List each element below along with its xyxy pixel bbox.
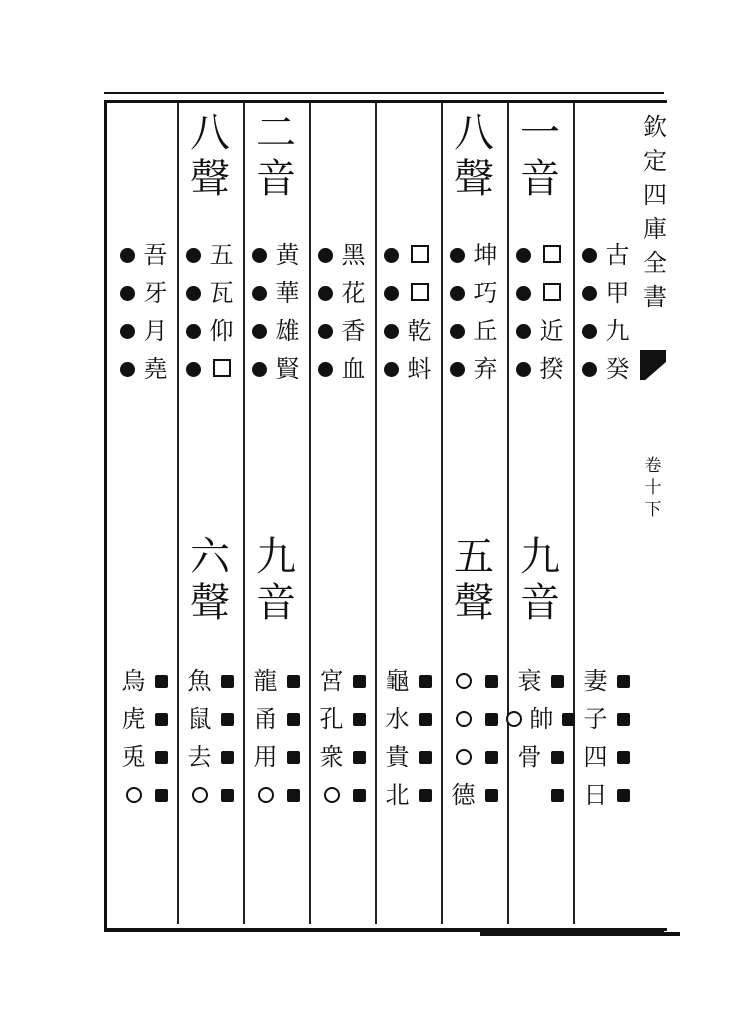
top-rule (104, 92, 664, 94)
lower-cells (376, 662, 440, 814)
filled-square-icon (221, 789, 234, 802)
table-cell (244, 776, 308, 814)
upper-cells (376, 236, 440, 388)
table-cell (442, 236, 506, 274)
title-char: 四 (643, 181, 667, 209)
empty-circle-icon (456, 711, 472, 727)
table-cell (310, 700, 374, 738)
glyph (539, 280, 565, 306)
filled-square-icon (485, 713, 498, 726)
upper-cells (244, 236, 308, 388)
filled-dot-icon (582, 248, 597, 263)
glyph: 黑 (341, 241, 366, 269)
table-cell (178, 312, 242, 350)
heading-char: 聲 (454, 580, 494, 626)
filled-square-icon (155, 789, 168, 802)
upper-cells (178, 236, 242, 388)
table-cell (574, 274, 638, 312)
glyph: 甲 (605, 279, 630, 307)
filled-square-icon (353, 675, 366, 688)
filled-dot-icon (450, 248, 465, 263)
glyph (451, 668, 477, 694)
filled-square-icon (419, 789, 432, 802)
glyph: 用 (253, 743, 278, 771)
table-column (376, 102, 440, 924)
filled-dot-icon (252, 324, 267, 339)
table-cell (376, 776, 440, 814)
glyph: 子 (583, 705, 608, 733)
glyph (187, 782, 213, 808)
filled-dot-icon (384, 248, 399, 263)
table-cell (574, 738, 638, 776)
table-column (112, 102, 176, 924)
filled-dot-icon (516, 286, 531, 301)
glyph: 月 (143, 317, 168, 345)
missing-char-box-icon (543, 283, 561, 301)
filled-square-icon (221, 675, 234, 688)
filled-dot-icon (120, 248, 135, 263)
heading-char: 九 (256, 534, 296, 580)
heading-char: 八 (190, 110, 230, 156)
filled-dot-icon (384, 324, 399, 339)
glyph: 水 (385, 705, 410, 733)
table-cell (310, 312, 374, 350)
glyph: 近 (539, 317, 564, 345)
glyph: 去 (187, 743, 212, 771)
filled-dot-icon (318, 324, 333, 339)
table-cell (112, 776, 176, 814)
filled-dot-icon (516, 324, 531, 339)
table-cell (508, 350, 572, 388)
filled-square-icon (287, 789, 300, 802)
glyph: 德 (451, 781, 476, 809)
empty-circle-icon (324, 787, 340, 803)
table-cell (310, 350, 374, 388)
filled-square-icon (221, 713, 234, 726)
table-cell (574, 662, 638, 700)
glyph: 衆 (319, 743, 344, 771)
glyph: 瓦 (209, 279, 234, 307)
filled-dot-icon (516, 362, 531, 377)
glyph: 堯 (143, 355, 168, 383)
heading-char: 九 (520, 534, 560, 580)
filled-square-icon (485, 751, 498, 764)
filled-square-icon (419, 713, 432, 726)
empty-circle-icon (456, 749, 472, 765)
filled-dot-icon (252, 362, 267, 377)
glyph (407, 242, 433, 268)
table-cell (442, 662, 506, 700)
volume-char: 十 (644, 478, 662, 498)
table-cell (310, 274, 374, 312)
glyph: 坤 (473, 241, 498, 269)
table-cell (442, 738, 506, 776)
glyph: 丘 (473, 317, 498, 345)
lower-cells (508, 662, 572, 814)
glyph: 貴 (385, 743, 410, 771)
filled-square-icon (221, 751, 234, 764)
table-cell (310, 738, 374, 776)
glyph: 香 (341, 317, 366, 345)
table-cell (112, 662, 176, 700)
glyph: 九 (605, 317, 630, 345)
filled-dot-icon (450, 362, 465, 377)
table-cell (508, 312, 572, 350)
table-cell (178, 700, 242, 738)
glyph: 甬 (253, 705, 278, 733)
lower-cells (442, 662, 506, 814)
glyph: 鼠 (187, 705, 212, 733)
column-heading (442, 110, 506, 202)
heading-char: 聲 (454, 156, 494, 202)
glyph (253, 782, 279, 808)
filled-square-icon (562, 713, 575, 726)
table-cell (508, 700, 572, 738)
filled-square-icon (617, 713, 630, 726)
glyph: 乾 (407, 317, 432, 345)
glyph (451, 744, 477, 770)
table-cell (112, 312, 176, 350)
filled-dot-icon (120, 324, 135, 339)
table-cell (310, 662, 374, 700)
table-cell (310, 236, 374, 274)
empty-circle-icon (258, 787, 274, 803)
table-cell (574, 350, 638, 388)
table-cell (376, 700, 440, 738)
table-cell (244, 738, 308, 776)
filled-square-icon (617, 751, 630, 764)
table-cell (508, 738, 572, 776)
heading-char: 音 (256, 580, 296, 626)
table-column (508, 102, 572, 924)
filled-square-icon (551, 675, 564, 688)
filled-dot-icon (186, 248, 201, 263)
upper-cells (508, 236, 572, 388)
filled-dot-icon (450, 324, 465, 339)
filled-dot-icon (318, 286, 333, 301)
filled-square-icon (419, 675, 432, 688)
table-cell (508, 236, 572, 274)
glyph (407, 280, 433, 306)
glyph: 宮 (319, 667, 344, 695)
table-cell (112, 350, 176, 388)
table-column (574, 102, 638, 924)
glyph: 五 (209, 241, 234, 269)
table-cell (376, 274, 440, 312)
filled-dot-icon (318, 362, 333, 377)
filled-dot-icon (582, 362, 597, 377)
table-cell (244, 662, 308, 700)
glyph (451, 706, 477, 732)
empty-circle-icon (126, 787, 142, 803)
missing-char-box-icon (213, 359, 231, 377)
glyph: 帥 (529, 705, 554, 733)
column-heading (178, 110, 242, 202)
glyph: 巧 (473, 279, 498, 307)
table-cell (376, 312, 440, 350)
empty-circle-icon (506, 711, 522, 727)
glyph: 孔 (319, 705, 344, 733)
table-cell (508, 662, 572, 700)
glyph: 揆 (539, 355, 564, 383)
title-char: 庫 (643, 215, 667, 243)
glyph: 雄 (275, 317, 300, 345)
filled-dot-icon (252, 248, 267, 263)
filled-square-icon (419, 751, 432, 764)
table-cell (178, 350, 242, 388)
margin-book-title (640, 110, 670, 314)
glyph: 龍 (253, 667, 278, 695)
table-column (244, 102, 308, 924)
lower-cells (244, 662, 308, 814)
table-cell (244, 350, 308, 388)
heading-char: 六 (190, 534, 230, 580)
table-cell (244, 274, 308, 312)
glyph: 虎 (121, 705, 146, 733)
heading-char: 一 (520, 110, 560, 156)
heading-char: 聲 (190, 156, 230, 202)
lower-cells (112, 662, 176, 814)
filled-square-icon (155, 713, 168, 726)
table-cell (508, 274, 572, 312)
upper-cells (310, 236, 374, 388)
bottom-rule-tail (480, 932, 680, 936)
glyph (319, 782, 345, 808)
glyph: 日 (583, 781, 608, 809)
table-cell (112, 236, 176, 274)
filled-square-icon (353, 751, 366, 764)
lower-cells (310, 662, 374, 814)
table-column (442, 102, 506, 924)
table-cell (178, 662, 242, 700)
lower-heading (178, 534, 242, 626)
lower-heading (508, 534, 572, 626)
glyph: 北 (385, 781, 410, 809)
filled-dot-icon (582, 286, 597, 301)
column-heading (508, 110, 572, 202)
heading-char: 五 (454, 534, 494, 580)
filled-dot-icon (582, 324, 597, 339)
table-cell (244, 312, 308, 350)
table-cell (574, 312, 638, 350)
table-cell (508, 776, 572, 814)
missing-char-box-icon (411, 283, 429, 301)
glyph: 四 (583, 743, 608, 771)
filled-dot-icon (186, 286, 201, 301)
table-column (310, 102, 374, 924)
upper-cells (442, 236, 506, 388)
table-column (178, 102, 242, 924)
glyph (506, 706, 522, 732)
glyph: 弃 (473, 355, 498, 383)
glyph (539, 242, 565, 268)
table-cell (376, 662, 440, 700)
empty-circle-icon (192, 787, 208, 803)
filled-square-icon (617, 675, 630, 688)
glyph: 龜 (385, 667, 410, 695)
glyph: 吾 (143, 241, 168, 269)
filled-square-icon (353, 789, 366, 802)
upper-cells (574, 236, 638, 388)
filled-square-icon (551, 789, 564, 802)
title-char: 定 (643, 147, 667, 175)
title-char: 欽 (643, 113, 667, 141)
filled-dot-icon (384, 286, 399, 301)
glyph: 兎 (121, 743, 146, 771)
volume-char: 下 (644, 500, 662, 520)
heading-char: 音 (520, 156, 560, 202)
table-cell (376, 236, 440, 274)
filled-square-icon (155, 751, 168, 764)
table-cell (574, 700, 638, 738)
table-cell (574, 236, 638, 274)
glyph: 骨 (517, 743, 542, 771)
lower-heading (244, 534, 308, 626)
table-cell (178, 776, 242, 814)
table-cell (442, 776, 506, 814)
heading-char: 二 (256, 110, 296, 156)
filled-square-icon (287, 713, 300, 726)
title-char: 全 (643, 249, 667, 277)
heading-char: 音 (520, 580, 560, 626)
missing-char-box-icon (411, 245, 429, 263)
filled-dot-icon (120, 362, 135, 377)
filled-square-icon (617, 789, 630, 802)
table-cell (376, 738, 440, 776)
lower-cells (178, 662, 242, 814)
table-cell (442, 312, 506, 350)
filled-square-icon (287, 675, 300, 688)
table-cell (442, 274, 506, 312)
lower-heading (442, 534, 506, 626)
filled-dot-icon (120, 286, 135, 301)
empty-circle-icon (456, 673, 472, 689)
filled-dot-icon (186, 324, 201, 339)
heading-char: 音 (256, 156, 296, 202)
glyph: 衰 (517, 667, 542, 695)
table-cell (112, 274, 176, 312)
filled-dot-icon (252, 286, 267, 301)
glyph: 賢 (275, 355, 300, 383)
table-cell (310, 776, 374, 814)
heading-char: 八 (454, 110, 494, 156)
table-cell (244, 700, 308, 738)
table-cell (178, 274, 242, 312)
table-cell (178, 738, 242, 776)
glyph: 牙 (143, 279, 168, 307)
glyph: 華 (275, 279, 300, 307)
heading-char: 聲 (190, 580, 230, 626)
glyph: 癸 (605, 355, 630, 383)
glyph: 仰 (209, 317, 234, 345)
table-cell (574, 776, 638, 814)
filled-dot-icon (450, 286, 465, 301)
table-cell (442, 700, 506, 738)
margin-volume (640, 455, 666, 521)
column-heading (244, 110, 308, 202)
glyph: 古 (605, 241, 630, 269)
glyph: 魚 (187, 667, 212, 695)
title-char: 書 (643, 283, 667, 311)
upper-cells (112, 236, 176, 388)
filled-square-icon (353, 713, 366, 726)
filled-dot-icon (516, 248, 531, 263)
glyph: 血 (341, 355, 366, 383)
volume-char: 卷 (644, 456, 662, 476)
filled-square-icon (485, 675, 498, 688)
filled-square-icon (155, 675, 168, 688)
glyph: 花 (341, 279, 366, 307)
glyph: 黄 (275, 241, 300, 269)
filled-dot-icon (384, 362, 399, 377)
glyph (209, 356, 235, 382)
glyph: 妻 (583, 667, 608, 695)
lower-cells (574, 662, 638, 814)
table-cell (376, 350, 440, 388)
filled-square-icon (485, 789, 498, 802)
missing-char-box-icon (543, 245, 561, 263)
table-cell (112, 700, 176, 738)
filled-square-icon (551, 751, 564, 764)
filled-dot-icon (186, 362, 201, 377)
table-cell (178, 236, 242, 274)
table-cell (112, 738, 176, 776)
glyph: 蚪 (407, 355, 432, 383)
glyph (121, 782, 147, 808)
filled-square-icon (287, 751, 300, 764)
table-cell (244, 236, 308, 274)
table-cell (442, 350, 506, 388)
filled-dot-icon (318, 248, 333, 263)
glyph: 烏 (121, 667, 146, 695)
